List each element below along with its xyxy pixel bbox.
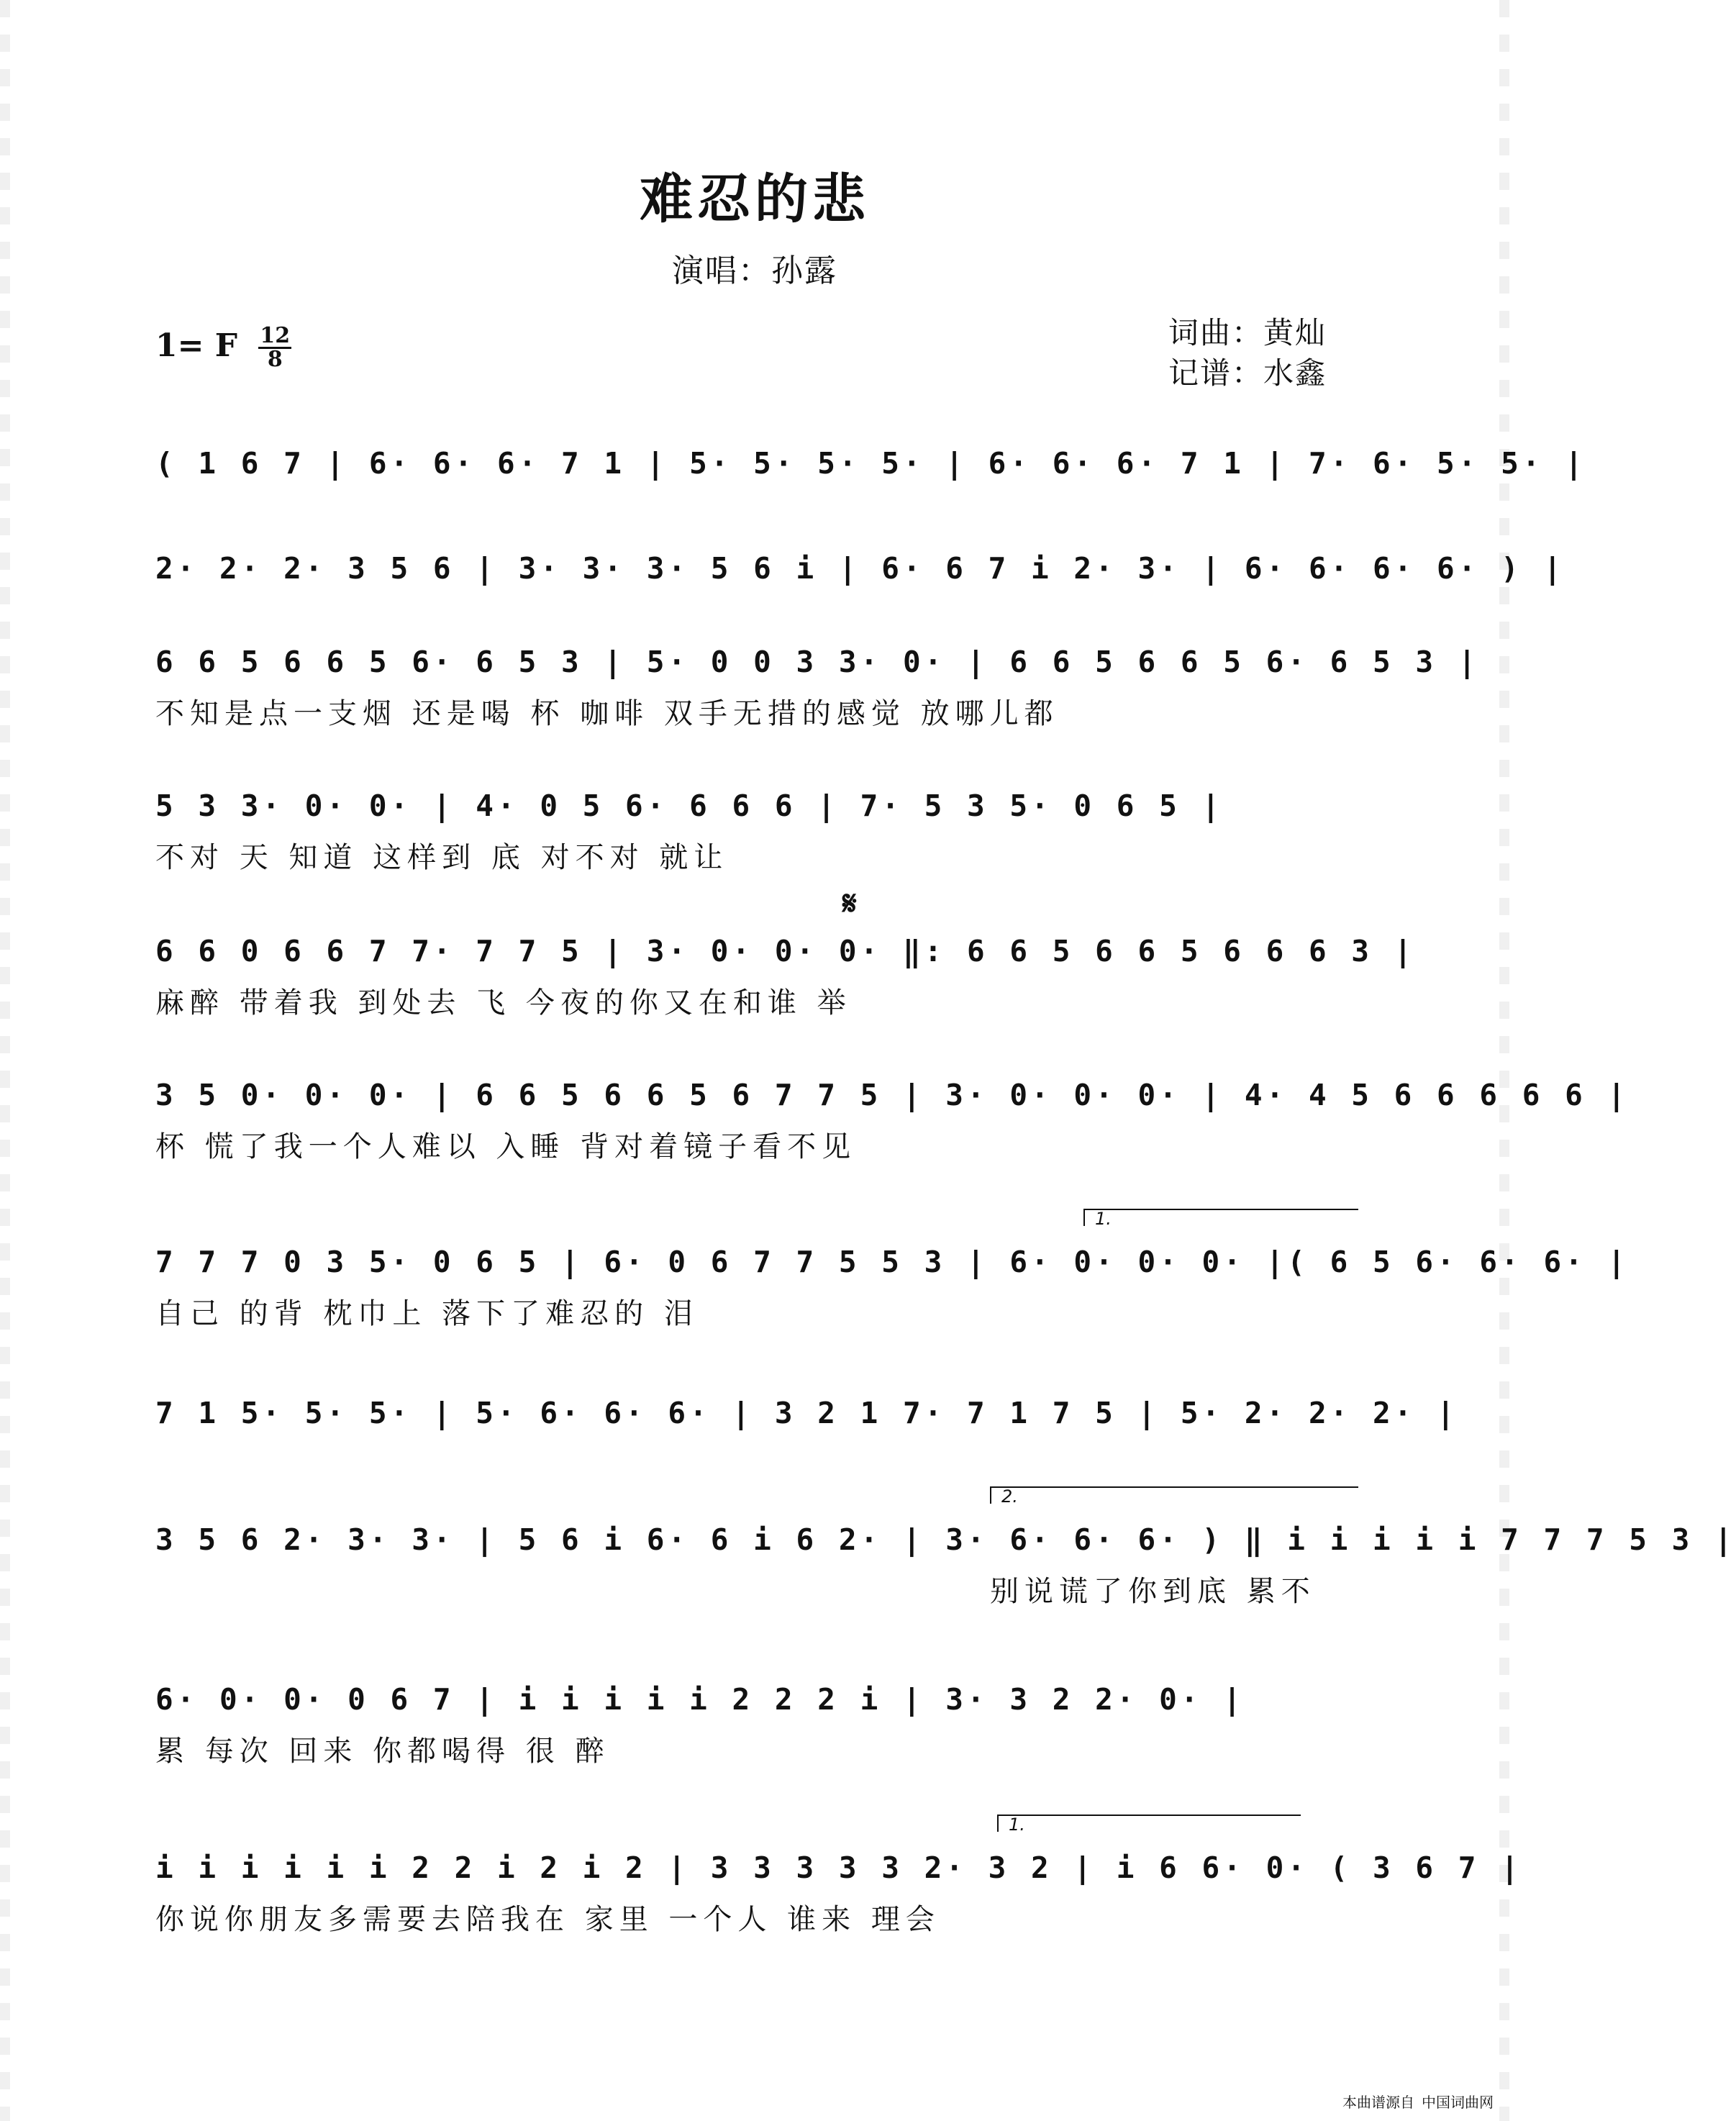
notes: 7 7 7 0 3 5· 0 6 5 | 6· 0 6 7 7 5 5 3 | 6· 0· 0· 0· |( 6 5 6· 6· 6· |: [155, 1245, 1630, 1279]
left-border-strip: [0, 0, 10, 2121]
lyrics: 别说谎了你到底 累不: [990, 1575, 1316, 1608]
notes: 6 6 5 6 6 5 6· 6 5 3 | 5· 0 0 3 3· 0· | 6 6 5 6 6 5 6· 6 5 3 |: [155, 645, 1480, 679]
time-numerator: 12: [260, 323, 291, 348]
notes: 2· 2· 2· 3 5 6 | 3· 3· 3· 5 6 i | 6· 6 7 i 2· 3· | 6· 6· 6· 6· ) |: [155, 551, 1565, 586]
notation-credit: 记谱：水鑫: [1168, 355, 1327, 391]
key-signature: [155, 325, 291, 371]
first-ending-bracket-2: [997, 1815, 1301, 1835]
lyrics-music-credit: 词曲：黄灿: [1168, 315, 1327, 350]
segno-sign: 𝄋: [842, 884, 857, 922]
right-border-strip: [1499, 0, 1509, 2121]
staff-system-6: [155, 1078, 1630, 1200]
staff-system-3: [155, 645, 1480, 767]
staff-system-1: [155, 446, 1586, 568]
time-signature: [258, 325, 291, 371]
volta-label: 2.: [1001, 1486, 1018, 1507]
key-text: 1= F: [155, 327, 238, 364]
volta-label: 1.: [1009, 1815, 1025, 1835]
lyrics: 不知是点一支烟 还是喝 杯 咖啡 双手无措的感觉 放哪儿都: [155, 697, 1059, 730]
lyrics: 杯 慌了我一个人难以 入睡 背对着镜子看不见: [155, 1130, 857, 1163]
singer-credit: 演唱：孙露: [672, 253, 837, 289]
lyrics: 麻醉 带着我 到处去 飞 今夜的你又在和谁 举: [155, 986, 852, 1019]
notes: ( 1 6 7 | 6· 6· 6· 7 1 | 5· 5· 5· 5· | 6· 6· 6· 7 1 | 7· 6· 5· 5· |: [155, 446, 1586, 481]
notes: i i i i i i 2 2 i 2 i 2 | 3 3 3 3 3 2· 3 2 | i 6 6· 0· ( 3 6 7 |: [155, 1850, 1522, 1885]
page-title: 难忍的悲: [640, 168, 870, 230]
notes: 6 6 0 6 6 7 7· 7 7 5 | 3· 0· 0· 0· ‖: 6 6 5 6 6 5 6 6 6 3 |: [155, 934, 1416, 968]
notes: 5 3 3· 0· 0· | 4· 0 5 6· 6 6 6 | 7· 5 3 5· 0 6 5 |: [155, 789, 1224, 823]
notes: 6· 0· 0· 0 6 7 | i i i i i 2 2 2 i | 3· 3 2 2· 0· |: [155, 1682, 1245, 1717]
footer-site-link[interactable]: 中国词曲网: [1422, 2094, 1494, 2111]
staff-system-10: [155, 1682, 1357, 1804]
footer-source-label: 本曲谱源自: [1342, 2094, 1414, 2111]
notes: 3 5 0· 0· 0· | 6 6 5 6 6 5 6 7 7 5 | 3· 0· 0· 0· | 4· 4 5 6 6 6 6 6 |: [155, 1078, 1630, 1112]
lyrics: 累 每次 回来 你都喝得 很 醉: [155, 1735, 610, 1768]
notes: 7 1 5· 5· 5· | 5· 6· 6· 6· | 3 2 1 7· 7 1 7 5 | 5· 2· 2· 2· |: [155, 1396, 1458, 1430]
staff-system-4: [155, 789, 1357, 911]
lyrics: 你说你朋友多需要去陪我在 家里 一个人 谁来 理会: [155, 1903, 940, 1936]
staff-system-5: [155, 884, 1416, 1056]
notes: 3 5 6 2· 3· 3· | 5 6 i 6· 6 i 6 2· | 3· 6· 6· 6· ) ‖ i i i i i 7 7 7 5 3 |: [155, 1522, 1736, 1557]
lyrics: 自己 的背 枕巾上 落下了难忍的 泪: [155, 1297, 699, 1330]
lyrics: 不对 天 知道 这样到 底 对不对 就让: [155, 841, 729, 874]
staff-system-7: [155, 1209, 1630, 1367]
staff-system-11: [155, 1815, 1522, 1973]
staff-system-9: [155, 1486, 1736, 1645]
time-denominator: 8: [267, 347, 283, 372]
volta-label: 1.: [1095, 1209, 1112, 1229]
second-ending-bracket: [990, 1486, 1358, 1507]
first-ending-bracket: [1083, 1209, 1358, 1229]
